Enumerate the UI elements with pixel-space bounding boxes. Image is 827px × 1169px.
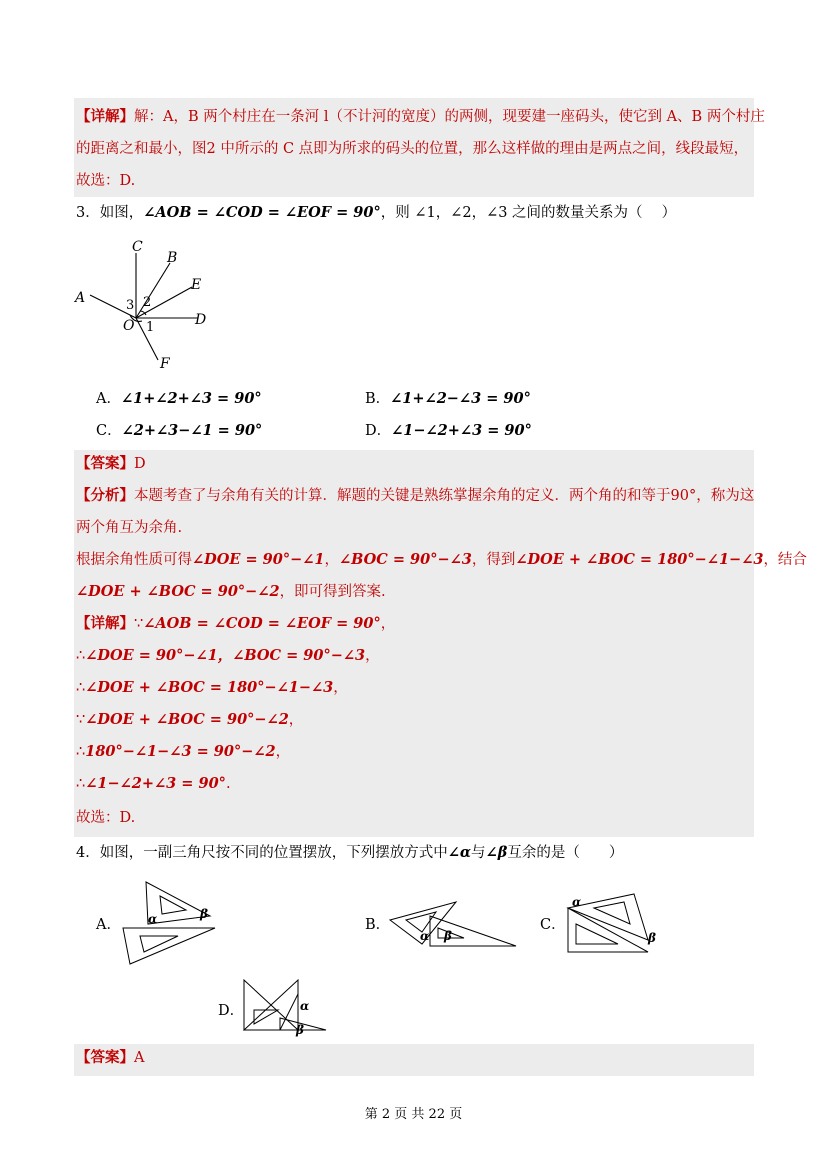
q3-detail-step-6: ∴∠1−∠2+∠3 = 90°. [76, 775, 231, 792]
q4-option-c[interactable]: C． [540, 917, 566, 933]
q3-label-O: O [123, 318, 135, 334]
q4-a-alpha: α [148, 912, 158, 926]
q3-detail-step-5: ∴180°−∠1−∠3 = 90°−∠2， [76, 743, 291, 760]
q3-option-a[interactable]: A．∠1+∠2+∠3 = 90° [96, 390, 262, 407]
q4-c-beta: β [648, 931, 656, 945]
q3-analysis-2: 两个角互为余角. [76, 520, 183, 536]
detail-line-1: 【详解】解：A，B 两个村庄在一条河 l（不计河的宽度）的两侧，现要建一座码头，使它到 A、B 两个村庄 [76, 108, 765, 125]
page-footer: 第 2 页 共 22 页 [364, 1107, 463, 1122]
q3-conclusion: 故选：D. [76, 810, 136, 826]
q4-answer: 【答案】A [76, 1049, 145, 1066]
detail-line-2: 的距离之和最小，图2 中所示的 C 点即为所求的码头的位置，那么这样做的理由是两点之间，线段最短， [76, 141, 749, 157]
q3-stem: 3．如图，∠AOB = ∠COD = ∠EOF = 90°，则 ∠1，∠2，∠3 之间的数量关系为（ ） [76, 204, 677, 221]
q3-detail-step-1: 【详解】∵∠AOB = ∠COD = ∠EOF = 90°， [76, 615, 396, 632]
q3-label-B: B [167, 250, 178, 266]
q4-option-b[interactable]: B． [365, 917, 391, 933]
q3-analysis-1: 【分析】本题考查了与余角有关的计算．解题的关键是熟练掌握余角的定义．两个角的和等于90°，称为这 [76, 487, 755, 504]
q3-label-1: 1 [146, 320, 155, 335]
q4-b-alpha: α [420, 929, 430, 943]
q4-figure-b[interactable] [386, 898, 518, 950]
q4-figure-c[interactable] [564, 890, 664, 956]
q3-analysis-3: 根据余角性质可得∠DOE = 90°−∠1，∠BOC = 90°−∠3，得到∠DOE + ∠BOC = 180°−∠1−∠3，结合 [76, 551, 807, 568]
q4-figure-a[interactable] [118, 876, 224, 968]
q3-label-3: 3 [126, 298, 135, 313]
q4-option-a[interactable]: A． [96, 917, 121, 933]
q4-answer-block [74, 1044, 754, 1076]
q4-d-alpha: α [300, 999, 310, 1013]
q3-label-E: E [191, 277, 202, 293]
q3-answer: 【答案】D [76, 455, 146, 472]
q4-d-beta: β [296, 1023, 304, 1037]
q3-label-A: A [75, 290, 86, 306]
q4-stem: 4．如图，一副三角尺按不同的位置摆放，下列摆放方式中∠α与∠β互余的是（ ） [76, 844, 624, 861]
q3-option-d[interactable]: D．∠1−∠2+∠3 = 90° [365, 422, 532, 439]
q3-label-F: F [160, 356, 170, 372]
q3-label-D: D [195, 312, 207, 328]
q3-option-b[interactable]: B．∠1+∠2−∠3 = 90° [365, 390, 531, 407]
q4-c-alpha: α [572, 895, 582, 909]
q3-detail-step-4: ∵∠DOE + ∠BOC = 90°−∠2， [76, 711, 304, 728]
q4-figure-d[interactable] [240, 974, 330, 1036]
q3-analysis-4: ∠DOE + ∠BOC = 90°−∠2，即可得到答案. [76, 583, 386, 600]
q4-a-beta: β [200, 907, 208, 921]
q3-label-2: 2 [143, 295, 152, 310]
q3-option-c[interactable]: C．∠2+∠3−∠1 = 90° [96, 422, 263, 439]
detail-line-3: 故选：D. [76, 173, 136, 189]
q4-b-beta: β [444, 929, 452, 943]
q3-label-C: C [132, 239, 143, 255]
q3-detail-step-3: ∴∠DOE + ∠BOC = 180°−∠1−∠3， [76, 679, 348, 696]
q3-figure [70, 235, 240, 375]
q3-detail-step-2: ∴∠DOE = 90°−∠1，∠BOC = 90°−∠3， [76, 647, 380, 664]
q4-option-d[interactable]: D． [218, 1003, 245, 1019]
